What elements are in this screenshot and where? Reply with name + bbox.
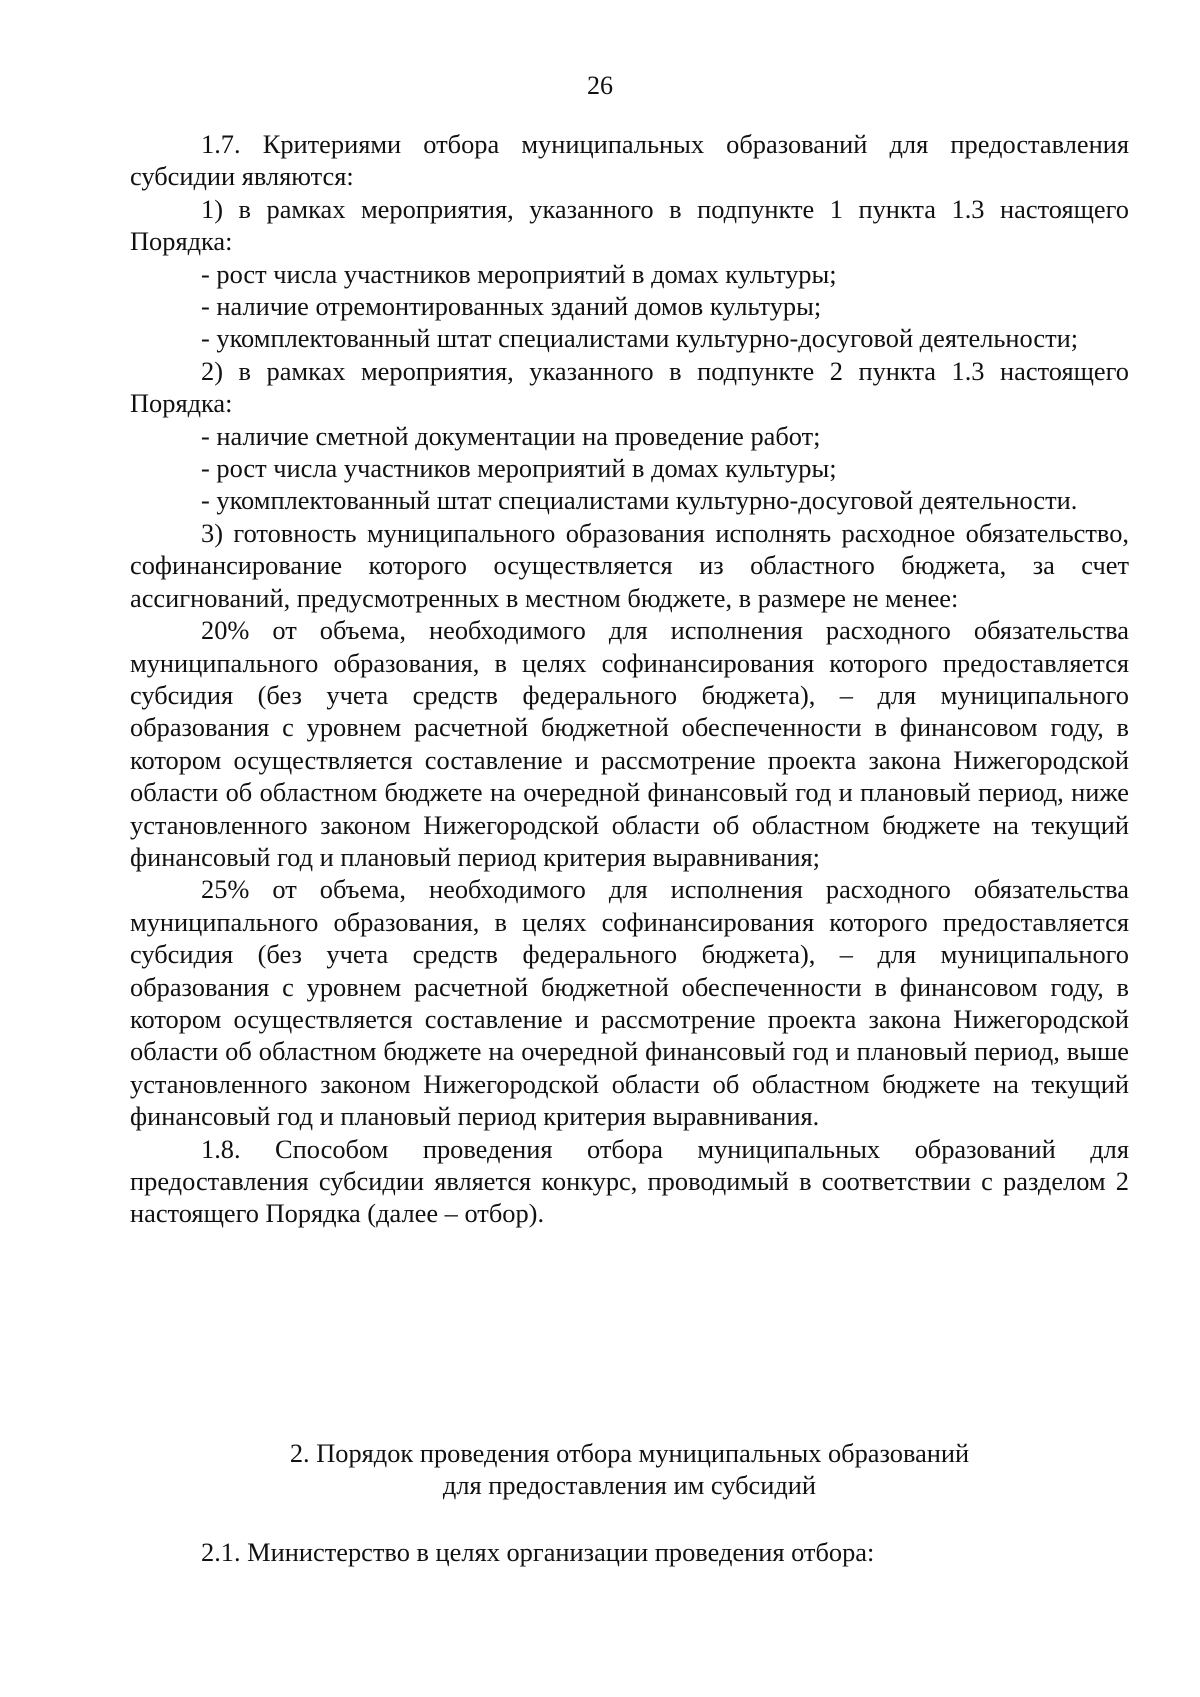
paragraph-2-1: 2.1. Министерство в целях организации проведения отбора: bbox=[201, 1537, 875, 1567]
page-number: 26 bbox=[587, 71, 613, 100]
list-item-estimate-docs: - наличие сметной документации на проведение работ; bbox=[201, 420, 821, 451]
section-heading-line-2: для предоставления им субсидий bbox=[442, 1470, 817, 1501]
list-item-growth-participants: - рост числа участников мероприятий в домах культуры; bbox=[201, 258, 837, 289]
list-item-growth-participants-2: - рост числа участников мероприятий в домах культуры; bbox=[201, 453, 837, 484]
paragraph-criteria-1: 1) в рамках мероприятия, указанного в подпункте 1 пункта 1.3 настоящего Порядка: bbox=[130, 193, 1129, 257]
paragraph-criteria-3: 3) готовность муниципального образования исполнять расходное обязательство, софинансирование которого осуществляется из областного бюджета, за счет ассигнований, предусмотренных в местном бюджете, в размере не менее: bbox=[130, 517, 1129, 613]
section-heading-line-1: 2. Порядок проведения отбора муниципальных образований bbox=[289, 1438, 970, 1468]
list-item-repaired-buildings: - наличие отремонтированных зданий домов культуры; bbox=[201, 291, 822, 322]
paragraph-20-percent: 20% от объема, необходимого для исполнения расходного обязательства муниципального образования, в целях софинансирования которого предоставляется субсидия (без учета средств федерального бюджета), – для муниципального образования с уровнем расчетной бюджетной обеспеченности в финансовом году, в котором осуществляется составление и рассмотрение проекта закона Нижегородской области об областном бюджете на очередной финансовый год и плановый период, ниже установленного законом Нижегородской области об областном бюджете на текущий финансовый год и плановый период критерия выравнивания; bbox=[130, 615, 1129, 872]
list-item-staffed-specialists: - укомплектованный штат специалистами культурно-досуговой деятельности; bbox=[201, 323, 1079, 354]
paragraph-25-percent: 25% от объема, необходимого для исполнения расходного обязательства муниципального образования, в целях софинансирования которого предоставляется субсидия (без учета средств федерального бюджета), – для муниципального образования с уровнем расчетной бюджетной обеспеченности в финансовом году, в котором осуществляется составление и рассмотрение проекта закона Нижегородской области об областном бюджете на очередной финансовый год и плановый период, выше установленного законом Нижегородской области об областном бюджете на текущий финансовый год и плановый период критерия выравнивания. bbox=[130, 874, 1129, 1132]
paragraph-1-7: 1.7. Критериями отбора муниципальных образований для предоставления субсидии являются: bbox=[130, 129, 1129, 192]
document-body bbox=[130, 128, 1129, 1230]
section-heading bbox=[130, 1437, 1129, 1502]
paragraph-1-8: 1.8. Способом проведения отбора муниципальных образований для предоставления субсидии является конкурс, проводимый в соответствии с разделом 2 настоящего Порядка (далее – отбор). bbox=[130, 1133, 1129, 1229]
list-item-staffed-specialists-2: - укомплектованный штат специалистами культурно-досуговой деятельности. bbox=[201, 485, 1078, 516]
paragraph-criteria-2: 2) в рамках мероприятия, указанного в подпункте 2 пункта 1.3 настоящего Порядка: bbox=[130, 355, 1129, 419]
